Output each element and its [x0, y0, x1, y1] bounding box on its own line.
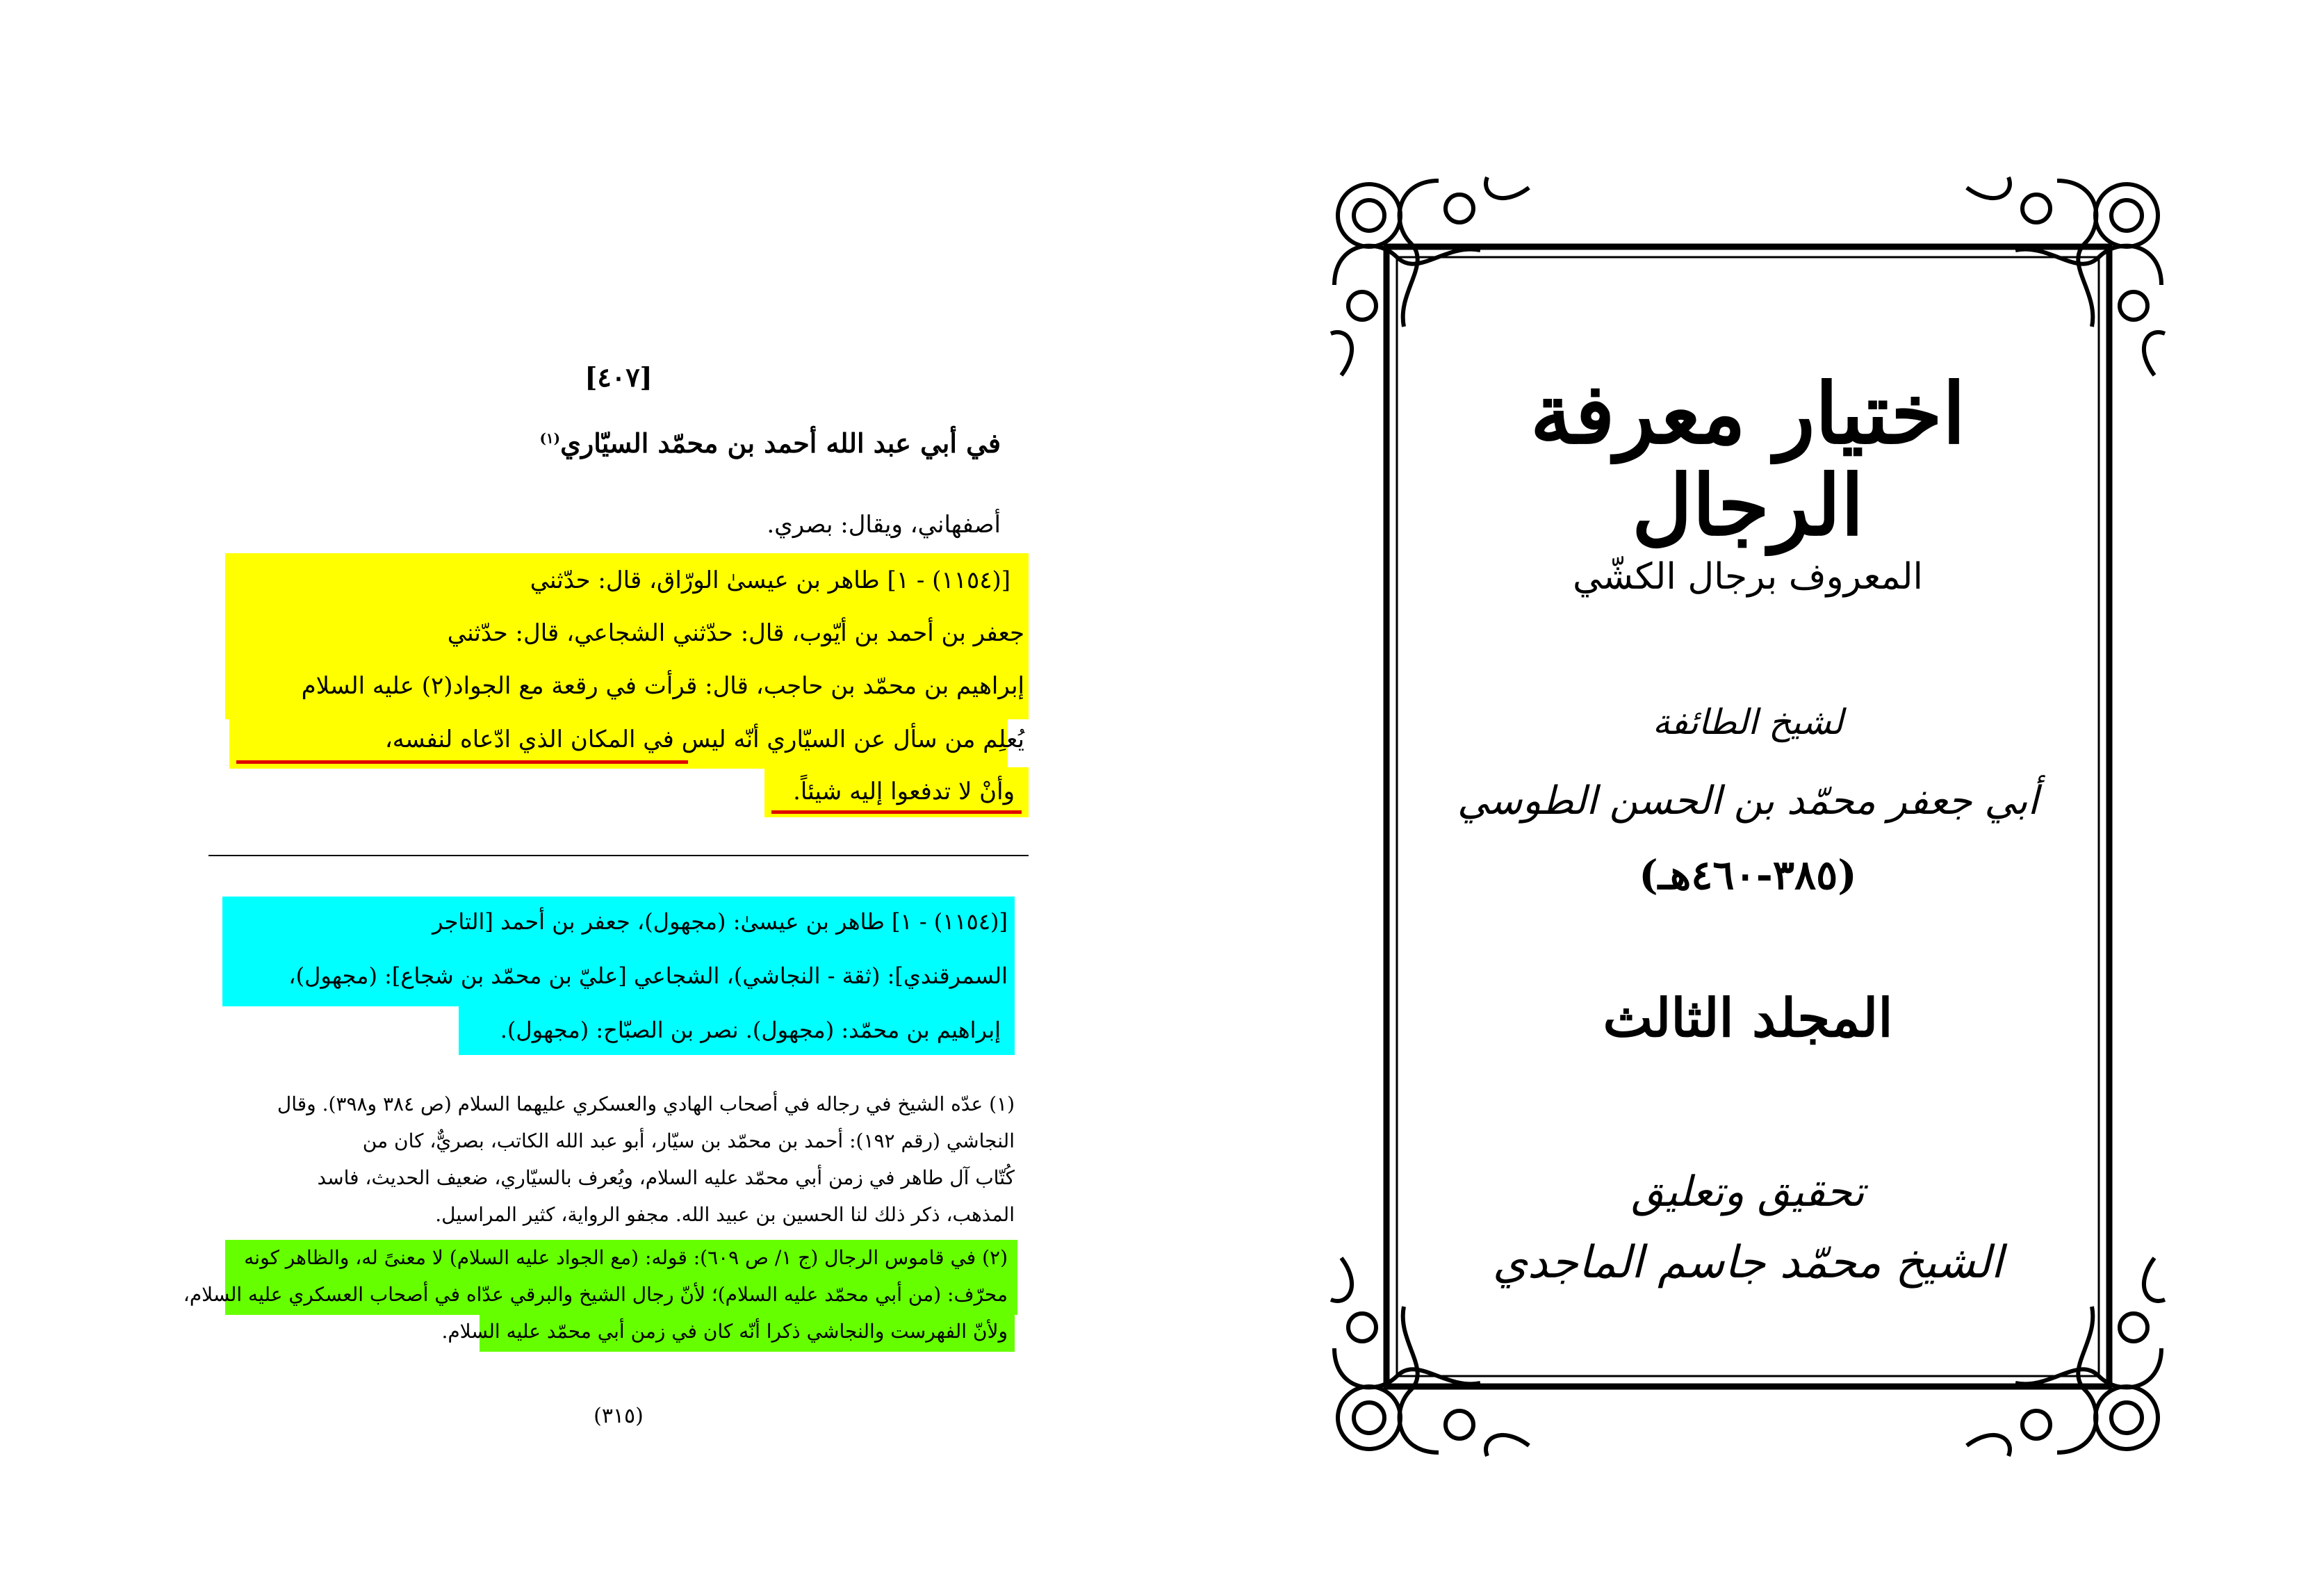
footnote-1-line: كُتّاب آل طاهر في زمن أبي محمّد عليه السلام، ويُعرف بالسيّاري، ضعيف الحديث، فاسد: [317, 1166, 1015, 1189]
cover-author: أبي جعفر محمّد بن الحسن الطوسي: [1457, 778, 2039, 824]
narration-line: يُعلِم من سأل عن السيّاري أنّه ليس في المكان الذي ادّعاه لنفسه،: [384, 726, 1024, 753]
entry-title-text: في أبي عبد الله أحمد بن محمّد السيّاري: [560, 427, 1001, 459]
chain-line: [(١١٥٤) - ١] طاهر بن عيسىٰ: (مجهول)، جعفر بن أحمد [التاجر: [432, 908, 1008, 935]
cover-editor-label: تحقيق وتعليق: [1631, 1168, 1865, 1216]
narration-line: وأنْ لا تدفعوا إليه شيئاً.: [793, 778, 1015, 805]
footnote-2-line: (٢) في قاموس الرجال (ج ١/ ص ٦٠٩): قوله: (مع الجواد عليه السلام) لا معنىً له، والظاهر كونه: [244, 1246, 1008, 1269]
page-number: (٣١٥): [594, 1404, 644, 1428]
narration-line: [(١١٥٤) - ١] طاهر بن عيسىٰ الورّاق، قال: حدّثني: [530, 566, 1010, 594]
chain-line: السمرقندي]: (ثقة - النجاشي)، الشجاعي [عليّ بن محمّد بن شجاع]: (مجهول)،: [288, 963, 1008, 989]
footnote-1-line: (١) عدّه الشيخ في رجاله في أصحاب الهادي والعسكري عليهما السلام (ص ٣٨٤ و٣٩٨). وقال: [277, 1093, 1015, 1115]
entry-title: [236, 427, 1001, 459]
left-page: [183, 347, 1029, 1459]
narration-line: إبراهيم بن محمّد بن حاجب، قال: قرأت في رقعة مع الجواد(٢) عليه السلام: [301, 672, 1024, 700]
entry-title-note: (١): [539, 430, 561, 447]
entry-number: [٤٠٧]: [584, 361, 653, 393]
cover-author-prefix: لشيخ الطائفة: [1652, 702, 1844, 742]
intro-line: أصفهاني، ويقال: بصري.: [767, 511, 1001, 539]
cover-subtitle: المعروف برجال الكشّي: [1573, 556, 1923, 598]
footnote-1-line: النجاشي (رقم ١٩٢): أحمد بن محمّد بن سيّار، أبو عبد الله الكاتب، بصريٌّ، كان من: [362, 1129, 1015, 1152]
corner-ornament-icon: [1967, 177, 2165, 375]
footnote-1-line: المذهب، ذكر ذلك لنا الحسين بن عبيد الله. مجفو الرواية، كثير المراسيل.: [435, 1203, 1015, 1226]
red-underline: [236, 760, 688, 764]
corner-ornament-icon: [1331, 177, 1529, 375]
separator: [208, 855, 1029, 856]
cover-volume: المجلد الثالث: [1603, 987, 1893, 1049]
cover-dates: (٣٨٥-٤٦٠هـ): [1639, 851, 1857, 899]
chain-line: إبراهيم بن محمّد: (مجهول). نصر بن الصبّاح: (مجهول).: [500, 1017, 1001, 1043]
footnote-2-line: محرّف: (من أبي محمّد عليه السلام)؛ لأنّ رجال الشيخ والبرقي عدّاه في أصحاب العسكري عليه السلام،: [183, 1283, 1008, 1306]
footnote-2-line: ولأنّ الفهرست والنجاشي ذكرا أنّه كان في زمن أبي محمّد عليه السلام.: [441, 1320, 1008, 1343]
narration-line: جعفر بن أحمد بن أيّوب، قال: حدّثني الشجاعي، قال: حدّثني: [447, 619, 1024, 647]
cover-editor: الشيخ محمّد جاسم الماجدي: [1492, 1237, 2004, 1289]
cover-page: [1320, 167, 2175, 1466]
cover-title: اختيار معرفة الرجال: [1530, 365, 1966, 555]
red-underline: [771, 810, 1022, 814]
